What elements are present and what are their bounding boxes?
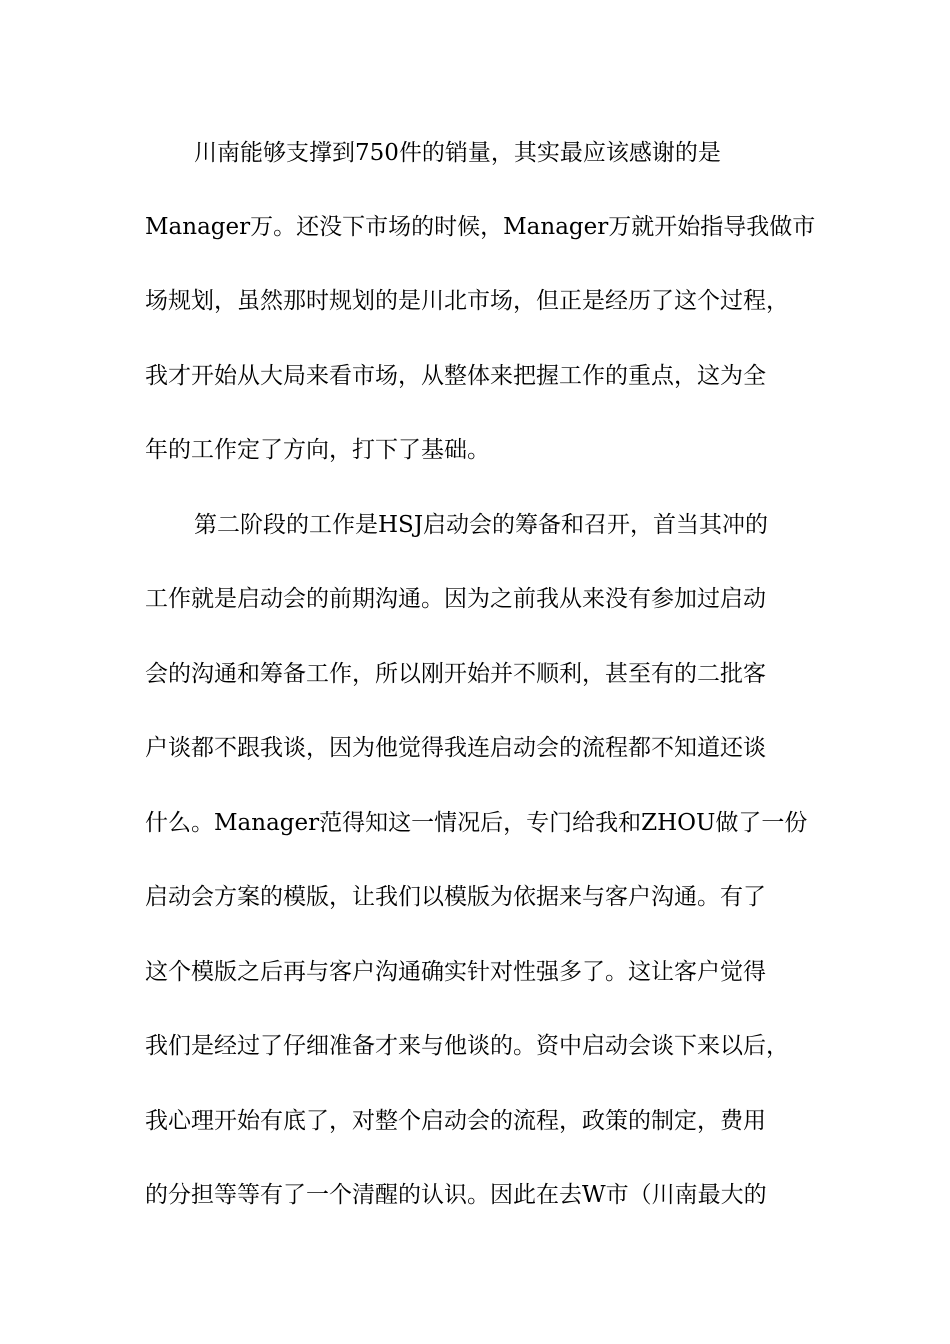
text-line-12: 这个模版之后再与客户沟通确实针对性强多了。这让客户觉得 <box>145 959 766 985</box>
text-line-5: 年的工作定了方向，打下了基础。 <box>145 437 490 463</box>
text-line-11: 启动会方案的模版，让我们以模版为依据来与客户沟通。有了 <box>145 884 766 910</box>
text-line-7: 工作就是启动会的前期沟通。因为之前我从来没有参加过启动 <box>145 586 766 612</box>
text-line-3: 场规划，虽然那时规划的是川北市场，但正是经历了这个过程， <box>145 288 789 314</box>
text-line-15: 的分担等等有了一个清醒的认识。因此在去W市（川南最大的 <box>145 1182 767 1208</box>
text-line-2: Manager万。还没下市场的时候，Manager万就开始指导我做市 <box>145 214 816 240</box>
text-line-13: 我们是经过了仔细准备才来与他谈的。资中启动会谈下来以后， <box>145 1033 789 1059</box>
text-line-6: 第二阶段的工作是HSJ启动会的筹备和召开，首当其冲的 <box>194 512 769 538</box>
text-line-4: 我才开始从大局来看市场，从整体来把握工作的重点，这为全 <box>145 363 766 389</box>
text-line-14: 我心理开始有底了，对整个启动会的流程，政策的制定，费用 <box>145 1108 766 1134</box>
text-line-1: 川南能够支撑到750件的销量，其实最应该感谢的是 <box>194 140 721 166</box>
text-line-8: 会的沟通和筹备工作，所以刚开始并不顺利，甚至有的二批客 <box>145 661 766 687</box>
text-line-10: 什么。Manager范得知这一情况后，专门给我和ZHOU做了一份 <box>145 810 808 836</box>
text-line-9: 户谈都不跟我谈，因为他觉得我连启动会的流程都不知道还谈 <box>145 735 766 761</box>
